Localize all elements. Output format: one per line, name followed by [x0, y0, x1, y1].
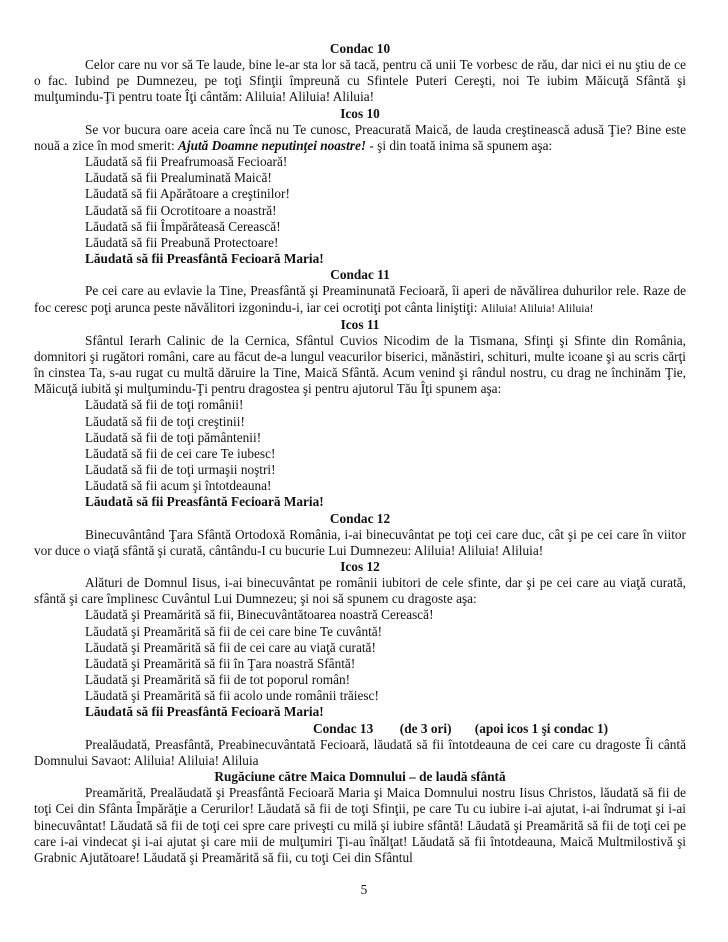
- paragraph: Preamărită, Prealăudată şi Preasfântă Fecioară Maria şi Maica Domnului nostru Iisus Christos, lăudată să fii de toţi Cei din Sfânta Împărăţie a Cerurilor! Lăudată să fii de toţi Sfinţii, pe care Tu cu iubire i-ai ajutat, i-ai îndrumat şi i-ai binecuvântat! Lăudată să fii de toţi cei spre care priveşti cu milă şi iubire sfântă! Lăudată şi Preamărită să fii de toţi cei pe care i-ai vindecat şi i-ai ajutat şi care mii de mulţumiri Ţi-au înălţat! Lăudată să fii întotdeauna, Maică Multmilostivă şi Grabnic Ajutătoare! Lăudată şi Preamărită să fii, cu toţi Cei din Sfântul: [34, 785, 686, 865]
- praise-line-bold: Lăudată să fii Preasfântă Fecioară Maria!: [85, 494, 324, 510]
- section-heading: Condac 12: [329, 510, 391, 526]
- page-number: 5: [360, 882, 368, 897]
- praise-line-bold: Lăudată să fii Preasfântă Fecioară Maria!: [85, 704, 324, 720]
- praise-line: Lăudată să fii Împărăteasă Cerească!: [85, 218, 281, 234]
- paragraph: Celor care nu vor să Te laude, bine le-ar sta lor să tacă, pentru că unii Te vorbesc de rău, dar nici ei nu ştiu de ce o fac. Iubind pe Dumnezeu, pe toţi Sfinţii împreună cu Sfintele Puteri Cereşti, noi Te iubim Măicuţă Sfântă şi mulţumindu-Ţi pentru toate Îţi cântăm: Aliluia! Aliluia! Aliluia!: [34, 57, 686, 105]
- emphasized-text: Ajută Doamne neputinţei noastre!: [178, 137, 367, 153]
- praise-line: Lăudată şi Preamărită să fii de cei care bine Te cuvântă!: [85, 623, 383, 639]
- paragraph: [34, 283, 686, 316]
- paragraph-text: - şi din toată inima să spunem aşa:: [366, 137, 553, 153]
- paragraph: Binecuvântând Ţara Sfântă Ortodoxă România, i-ai binecuvântat pe toţi cei care duc, cât şi pe cei care în viitor vor duce o viaţă sfântă şi curată, cântându-I cu bucurie Lui Dumnezeu: Aliluia! Aliluia! Aliluia!: [34, 526, 686, 558]
- section-heading: Rugăciune către Maica Domnului – de laudă sfântă: [214, 769, 506, 785]
- praise-line: Lăudată să fii de toţi urmaşii noştri!: [85, 462, 276, 478]
- section-heading: Condac 11: [330, 267, 390, 283]
- paragraph: [34, 122, 686, 154]
- paragraph: Sfântul Ierarh Calinic de la Cernica, Sfântul Cuvios Nicodim de la Tismana, Sfinţi şi Sfinte din România, domnitori şi rugători români, care au făcut de-a lungul veacurilor biserici, mănăstiri, schituri, multe icoane şi au scris cărţi în cinstea Ta, s-au rugat cu multă dăruire la Tine, Maică Sfântă. Acum venind şi rândul nostru, cu drag ne închinăm Ţie, Măicuţă iubită şi mulţumindu-Ţi pentru dragostea şi pentru ajutorul Tău Îţi spunem aşa:: [34, 332, 686, 397]
- paragraph: Alături de Domnul Iisus, i-ai binecuvântat pe românii iubitori de cele sfinte, dar şi pe cei care au viaţă curată, sfântă şi care împlinesc Cuvântul Lui Dumnezeu; şi noi să spunem cu dragoste aşa:: [34, 575, 686, 607]
- praise-line: Lăudată şi Preamărită să fii acolo unde românii trăiesc!: [85, 688, 379, 704]
- section-heading: Icos 12: [340, 559, 380, 574]
- praise-line: Lăudată să fii de toţi creştinii!: [85, 413, 245, 429]
- praise-line: Lăudată şi Preamărită să fii, Binecuvântătoarea noastră Cerească!: [85, 607, 434, 623]
- praise-line: Lăudată să fii Prealuminată Maică!: [85, 170, 272, 186]
- praise-line: Lăudată să fii de toţi pământenii!: [85, 429, 262, 445]
- paragraph: Prealăudată, Preasfântă, Preabinecuvântată Fecioară, lăudată să fii întotdeauna de cei care cu dragoste Îi cântă Domnului Savaot: Aliluia! Aliluia! Aliluia: [34, 736, 686, 768]
- praise-line: Lăudată să fii Preafrumoasă Fecioară!: [85, 154, 288, 170]
- praise-line: Lăudată să fii Ocrotitoare a noastră!: [85, 202, 277, 218]
- praise-line-bold: Lăudată să fii Preasfântă Fecioară Maria!: [85, 251, 324, 267]
- page-content: [34, 41, 686, 866]
- paragraph-text: Se vor bucura oare aceia care încă nu Te cunosc, Preacurată Maică, de lauda creştinească adusă Ţie? Bine este nouă a zice în mod smerit:: [34, 121, 686, 153]
- praise-line: Lăudată şi Preamărită să fii de tot poporul român!: [85, 672, 351, 688]
- section-heading: Condac 10: [329, 41, 391, 56]
- section-heading: Icos 11: [340, 316, 380, 332]
- section-heading: Icos 10: [340, 105, 380, 121]
- praise-line: Lăudată să fii de toţi românii!: [85, 397, 244, 413]
- praise-line: Lăudată să fii de cei care Te iubesc!: [85, 445, 276, 461]
- section-heading: Condac 13 (de 3 ori) (apoi icos 1 şi condac 1): [313, 720, 609, 736]
- praise-line: Lăudată să fii Apărătoare a creştinilor!: [85, 186, 290, 202]
- praise-line: Lăudată să fii Preabună Protectoare!: [85, 234, 279, 250]
- praise-line: Lăudată şi Preamărită să fii de cei care au viaţă curată!: [85, 639, 376, 655]
- small-text: Aliluia! Aliluia! Aliluia!: [480, 301, 594, 315]
- praise-line: Lăudată să fii acum şi întotdeauna!: [85, 478, 272, 494]
- praise-line: Lăudată şi Preamărită să fii în Ţara noastră Sfântă!: [85, 655, 356, 671]
- paragraph-text: Pe cei care au evlavie la Tine, Preasfântă şi Preaminunată Fecioară, îi aperi de năvălirea duhurilor rele. Raze de foc ceresc poţi arunca peste năvălitori izgonindu-i, iar cei ocrotiţi pot cânta liniştiţi:: [34, 283, 686, 315]
